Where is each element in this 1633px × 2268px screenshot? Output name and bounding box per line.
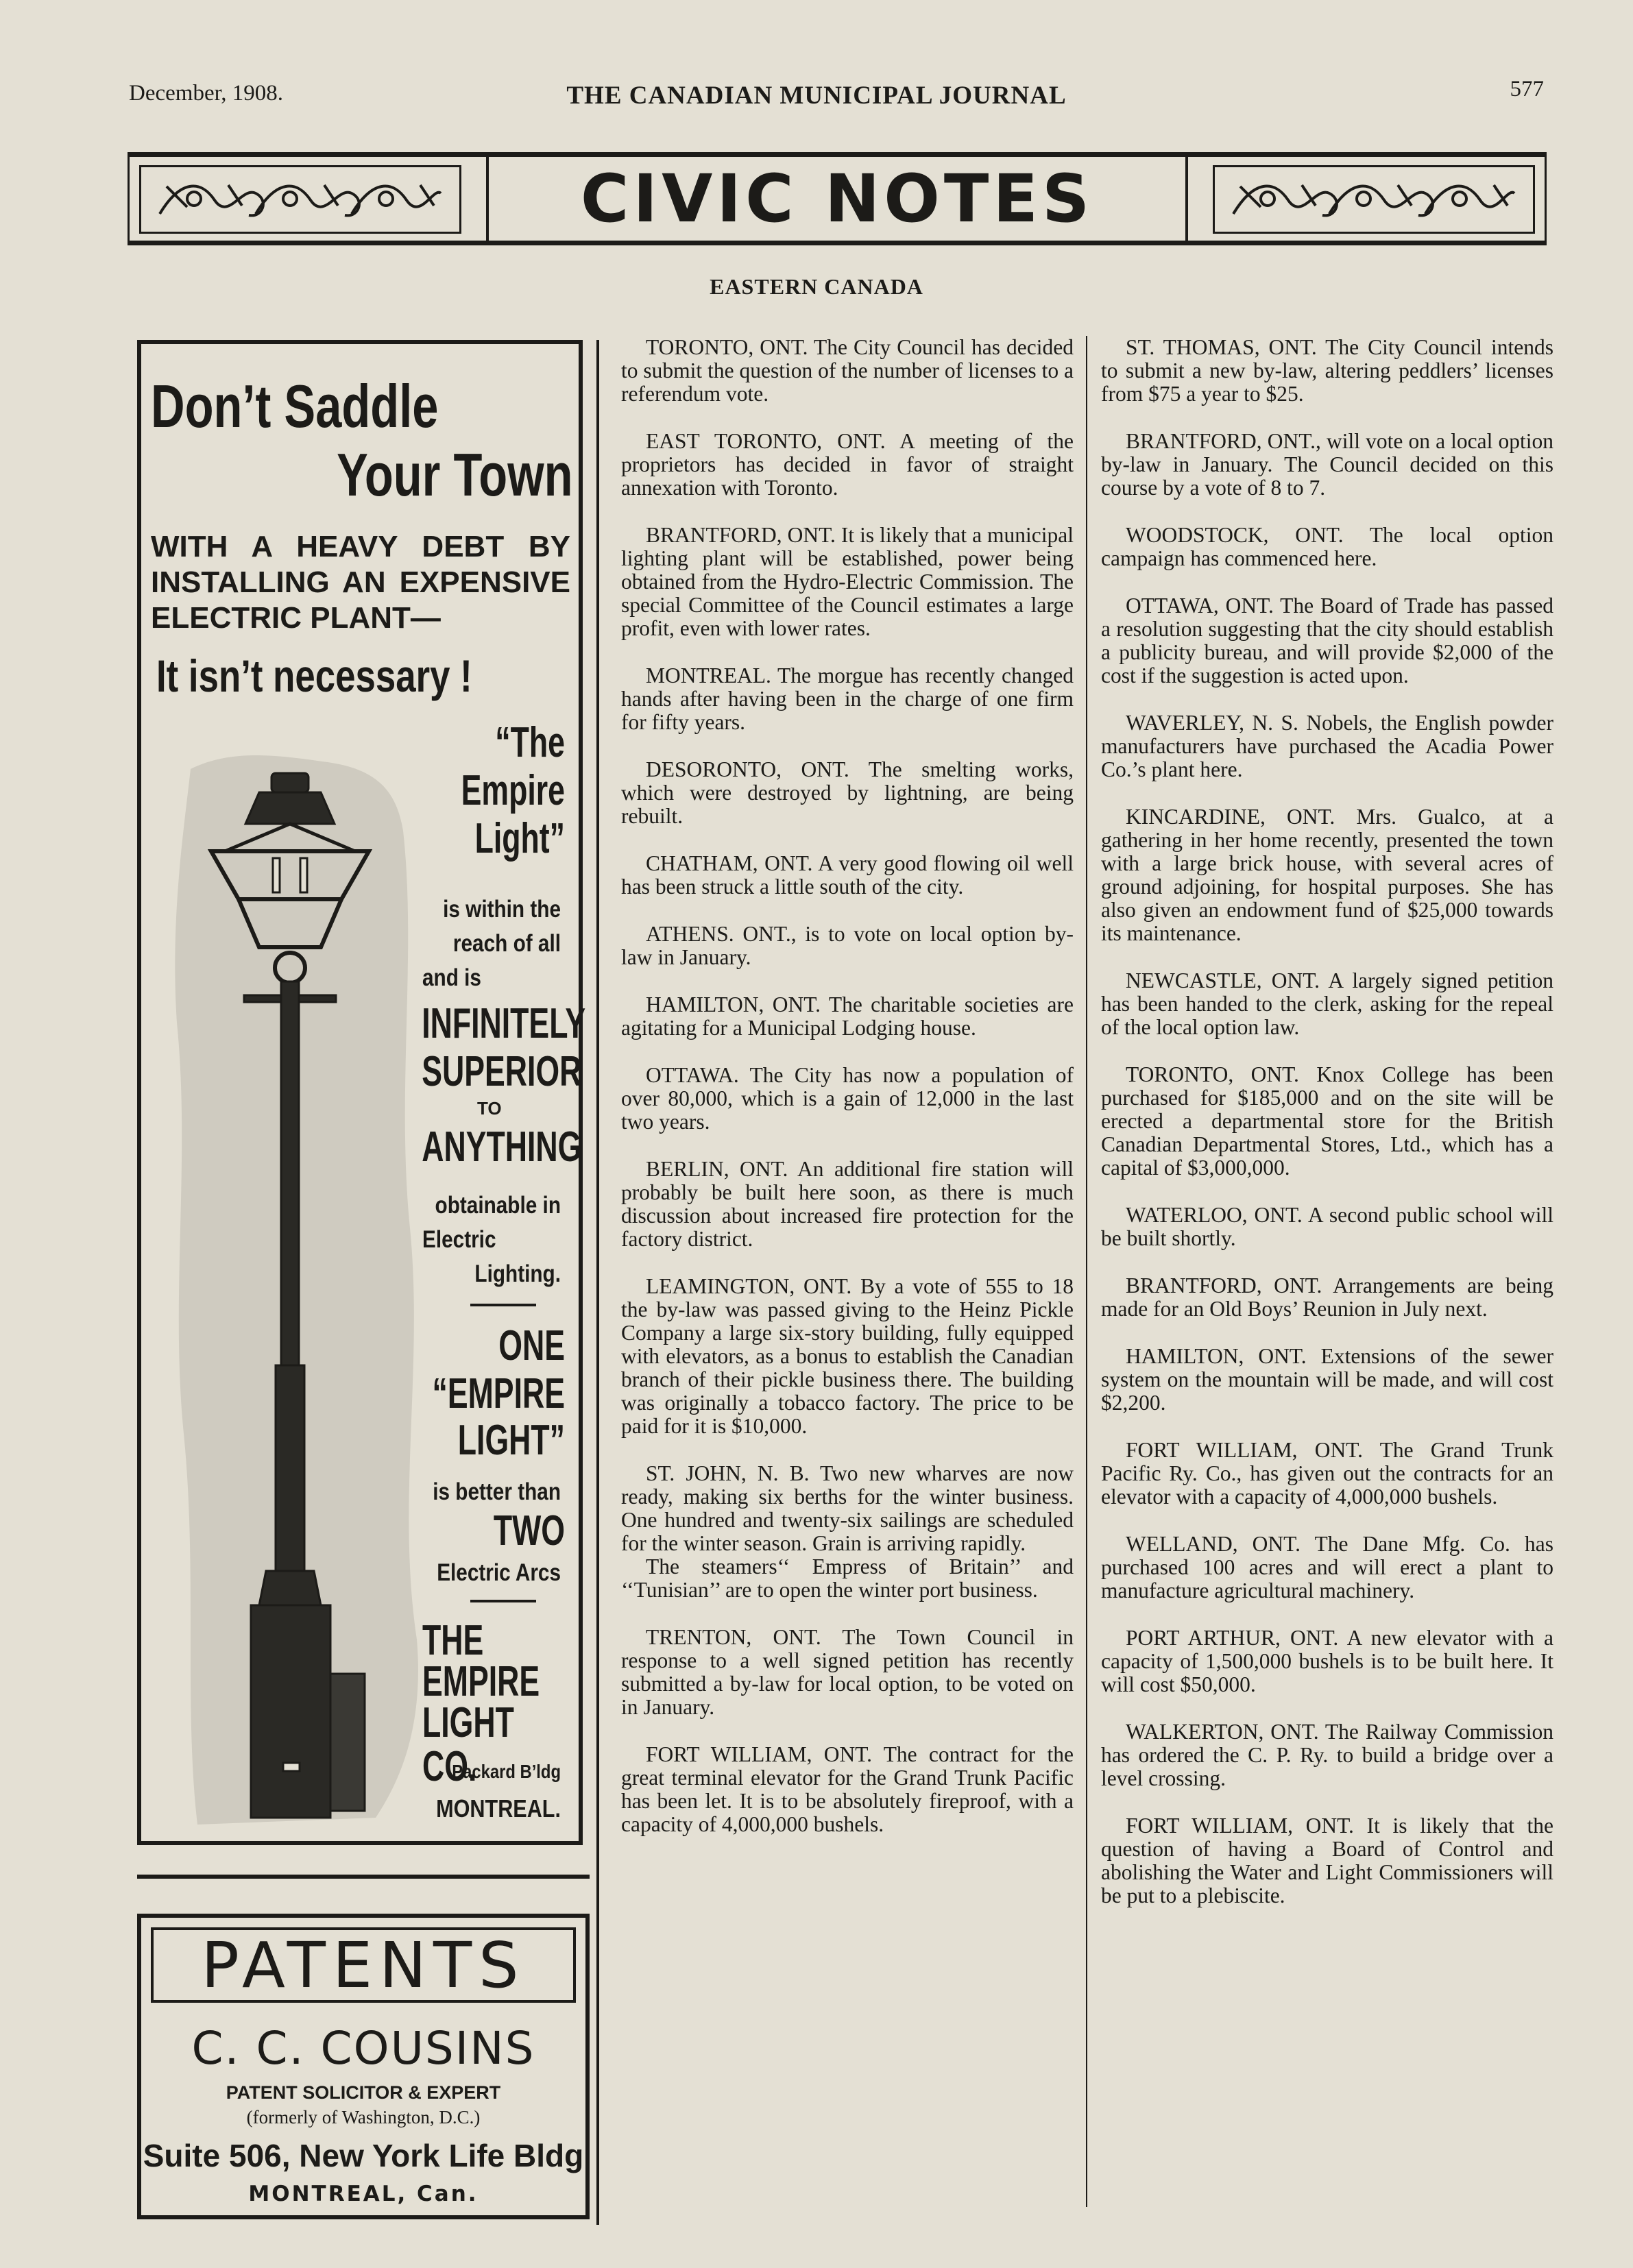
news-item: CHATHAM, ONT. A very good flowing oil well has been struck a little south of the city. — [621, 851, 1074, 899]
column-rule-middle — [1086, 336, 1087, 2207]
ad-headline-2: Your Town — [337, 441, 573, 509]
news-item: OTTAWA, ONT. The Board of Trade has passed a resolution suggesting that the city should establish a publicity bureau, and will provide $2,000 of the cost if the suggestion is acted upon. — [1101, 594, 1553, 687]
patents-subtitle: PATENT SOLICITOR & EXPERT — [226, 2082, 501, 2103]
patents-title: PATENTS — [151, 1927, 576, 2003]
news-item: FORT WILLIAM, ONT. The contract for the great terminal elevator for the Grand Trunk Pacific has been let. It is to be absolutely fireproof, with a capacity of 4,000,000 bushels. — [621, 1742, 1074, 1836]
patents-former: (formerly of Washington, D.C.) — [246, 2107, 481, 2127]
patents-advertisement — [137, 1914, 590, 2219]
page-number: 577 — [1510, 77, 1544, 101]
ad-r22: LIGHT CO. — [422, 1699, 514, 1790]
ad-r24: MONTREAL. — [436, 1794, 561, 1822]
ad-r2: Empire — [461, 767, 565, 814]
civic-notes-banner — [128, 152, 1547, 245]
ad-r13: Lighting. — [474, 1260, 561, 1287]
news-item: ST. THOMAS, ONT. The City Council intends to submit a new by-law, altering peddlers’ licenses from $75 a year to $25. — [1101, 335, 1553, 406]
news-item: WALKERTON, ONT. The Railway Commission has ordered the C. P. Ry. to build a bridge over a level crossing. — [1101, 1720, 1553, 1790]
ad-r16: LIGHT” — [457, 1417, 565, 1464]
patents-city: MONTREAL, Can. — [248, 2182, 479, 2206]
news-item: FORT WILLIAM, ONT. It is likely that the question of having a Board of Control and abolishing the Water and Light Commissioners will be put to a plebiscite. — [1101, 1814, 1553, 1907]
news-item: KINCARDINE, ONT. Mrs. Gualco, at a gathering in her home recently, presented the town with a large brick house, with several acres of ground adjoining, for hospital purposes. She has also given an endowment fund of $25,000 towards its maintenance. — [1101, 805, 1553, 945]
news-item: The steamers‘‘ Empress of Britain’’ and ‘‘Tunisian’’ are to open the winter port business. — [621, 1554, 1074, 1602]
news-item: WOODSTOCK, ONT. The local option campaign has commenced here. — [1101, 523, 1553, 570]
ad-r7: INFINITELY — [422, 1000, 586, 1047]
news-item: ATHENS. ONT., is to vote on local option by-law in January. — [621, 922, 1074, 969]
news-item: DESORONTO, ONT. The smelting works, which were destroyed by lightning, are being rebuilt. — [621, 757, 1074, 828]
empire-light-advertisement — [137, 340, 586, 1845]
section-title: CIVIC NOTES — [486, 157, 1188, 241]
news-item: TORONTO, ONT. Knox College has been purchased for $185,000 and on the site will be erected a departmental store for the British Canadian Departmental Stores, Ltd., which has a capital of $3,000,000. — [1101, 1062, 1553, 1180]
ad-r6: and is — [422, 964, 481, 991]
news-item: HAMILTON, ONT. Extensions of the sewer system on the mountain will be made, and will cost $2,200. — [1101, 1344, 1553, 1415]
news-item: EAST TORONTO, ONT. A meeting of the proprietors has decided in favor of straight annexation with Toronto. — [621, 429, 1074, 500]
news-item: WAVERLEY, N. S. Nobels, the English powder manufacturers have purchased the Acadia Power Co.’s plant here. — [1101, 711, 1553, 781]
news-item: TRENTON, ONT. The Town Council in response to a well signed petition has recently submitted a by-law for local option, to be voted on in January. — [621, 1625, 1074, 1719]
news-item: LEAMINGTON, ONT. By a vote of 555 to 18 the by-law was passed giving to the Heinz Pickle Company a large six-story building, fully equipped with elevators, as a bonus to establish the Canadian branch of their pickle business there. The building was originally a tobacco factory. The price to be paid for it is $10,000. — [621, 1274, 1074, 1438]
ad-r10: ANYTHING — [422, 1123, 582, 1171]
column-rule-left — [596, 340, 599, 2225]
ad-r12: Electric — [422, 1226, 496, 1253]
news-item: BRANTFORD, ONT., will vote on a local option by-law in January. The Council decided on this course by a vote of 8 to 7. — [1101, 429, 1553, 500]
ad-r4: is within the — [443, 896, 561, 923]
ornament-left — [139, 165, 461, 234]
patents-top-rule — [137, 1875, 590, 1879]
ad-r23: Packard B’ldg — [452, 1761, 561, 1782]
ad-r17: is better than — [433, 1478, 561, 1505]
news-item: HAMILTON, ONT. The charitable societies are agitating for a Municipal Lodging house. — [621, 992, 1074, 1040]
ad-divider — [470, 1600, 536, 1602]
news-item: PORT ARTHUR, ONT. A new elevator with a capacity of 1,500,000 bushels is to be built here. It will cost $50,000. — [1101, 1626, 1553, 1696]
ad-r8: SUPERIOR — [422, 1048, 582, 1095]
news-item: FORT WILLIAM, ONT. The Grand Trunk Pacific Ry. Co., has given out the contracts for an elevator with a capacity of 4,000,000 bushels. — [1101, 1438, 1553, 1509]
news-item: BRANTFORD, ONT. Arrangements are being made for an Old Boys’ Reunion in July next. — [1101, 1273, 1553, 1321]
ad-r11: obtainable in — [435, 1192, 561, 1219]
news-item: ST. JOHN, N. B. Two new wharves are now ready, making six berths for the winter business. One hundred and twenty-six sailings are scheduled for the winter season. Grain is arriving rapidly. — [621, 1461, 1074, 1555]
journal-title: THE CANADIAN MUNICIPAL JOURNAL — [566, 82, 1067, 110]
news-item: NEWCASTLE, ONT. A largely signed petition has been handed to the clerk, asking for the repeal of the local option law. — [1101, 968, 1553, 1039]
ad-r3: Light” — [474, 815, 565, 862]
news-item: BRANTFORD, ONT. It is likely that a municipal lighting plant will be established, power being obtained from the Hydro-Electric Commission. The special Committee of the Council estimates a large profit, even with lower rates. — [621, 523, 1074, 640]
patents-address: Suite 506, New York Life Bldg — [143, 2138, 584, 2173]
news-item: WATERLOO, ONT. A second public school will be built shortly. — [1101, 1203, 1553, 1250]
patents-name: C. C. COUSINS — [191, 2022, 535, 2075]
civic-notes-column-1 — [621, 336, 1074, 1860]
ad-subhead: WITH A HEAVY DEBT BY INSTALLING AN EXPENSIVE ELECTRIC PLANT— — [151, 530, 570, 635]
ad-r5: reach of all — [452, 930, 561, 957]
ad-r19: Electric Arcs — [437, 1559, 561, 1586]
ad-r18: TWO — [493, 1507, 565, 1554]
section-subheading: EASTERN CANADA — [710, 274, 923, 299]
news-item: BERLIN, ONT. An additional fire station will probably be built here soon, as there is much discussion about increased fire protection for the factory district. — [621, 1157, 1074, 1251]
floral-ornament-icon — [153, 173, 448, 226]
civic-notes-column-2 — [1101, 336, 1553, 1931]
ornament-right — [1213, 165, 1535, 234]
news-item: WELLAND, ONT. The Dane Mfg. Co. has purchased 100 acres and will erect a plant to manufacture agricultural machinery. — [1101, 1532, 1553, 1602]
ad-r21: EMPIRE — [422, 1658, 540, 1705]
floral-ornament-icon — [1226, 173, 1521, 226]
news-item: TORONTO, ONT. The City Council has decided to submit the question of the number of licenses to a referendum vote. — [621, 335, 1074, 406]
ad-r20: THE — [422, 1617, 484, 1664]
ad-r1: “The — [495, 719, 565, 766]
street-lamp-illustration — [170, 748, 437, 1831]
ad-headline-1: Don’t Saddle — [151, 372, 439, 440]
news-item: OTTAWA. The City has now a population of over 80,000, which is a gain of 12,000 in the last two years. — [621, 1063, 1074, 1134]
news-item: MONTREAL. The morgue has recently changed hands after having been in the charge of one firm for fifty years. — [621, 663, 1074, 734]
ad-r14: ONE — [498, 1322, 565, 1369]
ad-r9: TO — [477, 1098, 502, 1119]
ad-r15: “EMPIRE — [432, 1370, 565, 1417]
issue-date: December, 1908. — [129, 81, 284, 106]
ad-tagline: It isn’t necessary ! — [156, 650, 472, 701]
ad-divider — [470, 1304, 536, 1306]
